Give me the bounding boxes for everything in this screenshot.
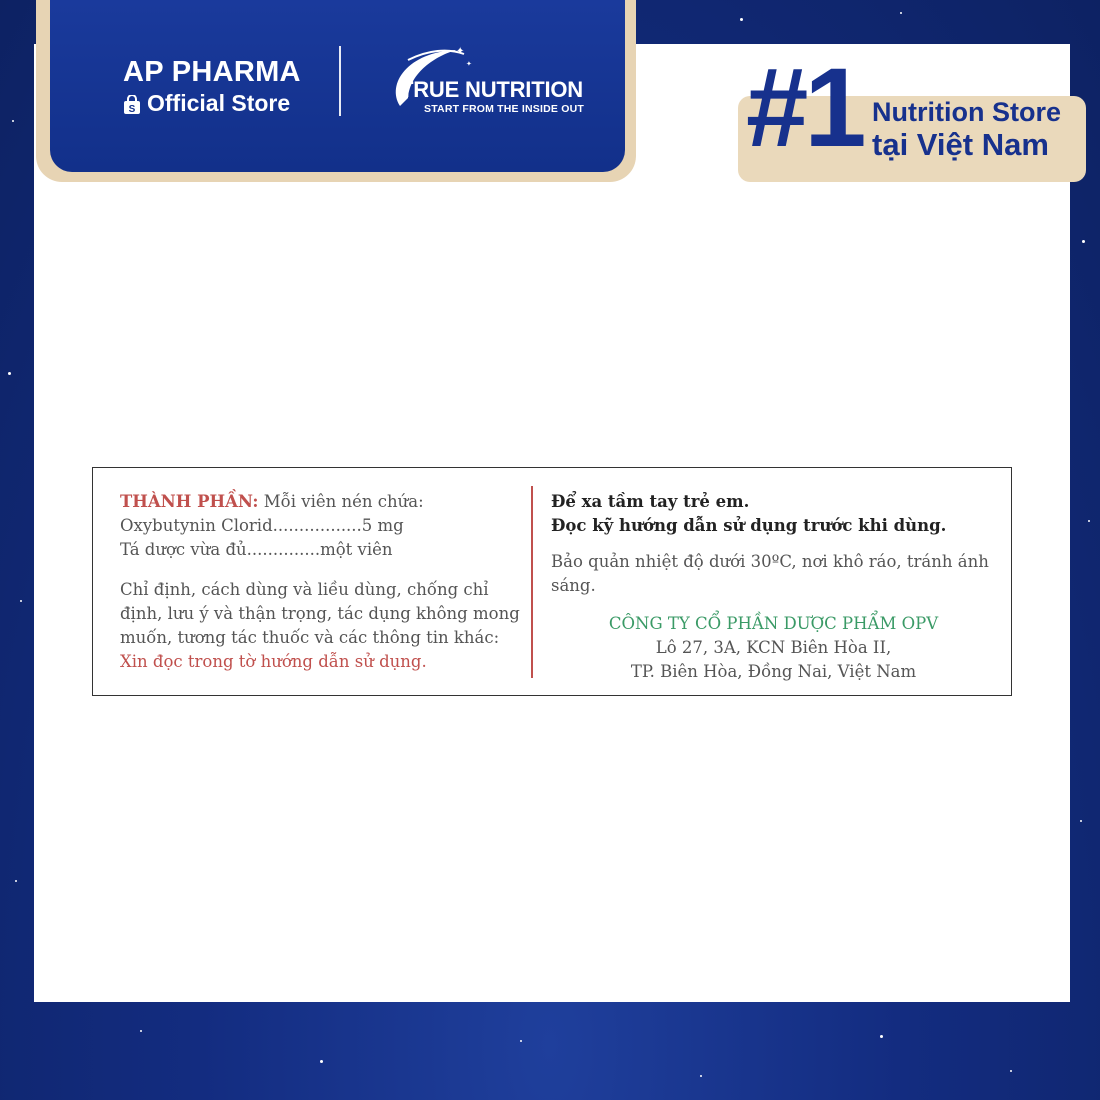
company-address-1: Lô 27, 3A, KCN Biên Hòa II, xyxy=(655,638,892,657)
header-divider xyxy=(339,46,341,116)
svg-text:✦: ✦ xyxy=(456,46,465,57)
star xyxy=(900,12,902,14)
star xyxy=(8,372,11,375)
label-column-divider xyxy=(531,486,533,678)
partner-tagline: START FROM THE INSIDE OUT xyxy=(424,103,584,115)
warning-read-instructions: Đọc kỹ hướng dẫn sử dụng trước khi dùng. xyxy=(551,516,947,535)
svg-text:✦: ✦ xyxy=(466,60,472,68)
star xyxy=(1082,240,1085,243)
svg-text:S: S xyxy=(128,103,136,115)
star xyxy=(700,1075,702,1077)
storage-instructions: Bảo quản nhiệt độ dưới 30ºC, nơi khô ráo, tránh ánh sáng. xyxy=(551,552,989,595)
rank-line-1: Nutrition Store xyxy=(872,97,1061,127)
company-address-2: TP. Biên Hòa, Đồng Nai, Việt Nam xyxy=(630,662,917,681)
company-name: CÔNG TY CỔ PHẦN DƯỢC PHẨM OPV xyxy=(608,614,939,633)
star xyxy=(20,600,22,602)
rank-number: #1 xyxy=(746,45,863,170)
shopping-bag-icon xyxy=(123,94,141,114)
ingredients-title: THÀNH PHẦN: xyxy=(120,492,259,511)
warning-children: Để xa tầm tay trẻ em. xyxy=(551,492,750,511)
store-subtitle: Official Store xyxy=(147,90,291,116)
star xyxy=(140,1030,142,1032)
info-paragraph xyxy=(120,578,520,674)
star xyxy=(1010,1070,1012,1072)
star xyxy=(740,18,743,21)
star xyxy=(12,120,14,122)
ingredients-heading-row xyxy=(120,490,520,514)
label-left-column xyxy=(120,490,520,674)
ingredient-line: Oxybutynin Clorid.................5 mg xyxy=(120,516,404,535)
info-link-text: Xin đọc trong tờ hướng dẫn sử dụng. xyxy=(120,652,427,671)
star xyxy=(880,1035,883,1038)
store-name: AP PHARMA xyxy=(123,56,301,88)
star xyxy=(15,880,17,882)
star xyxy=(1088,520,1090,522)
official-store-row xyxy=(123,90,290,117)
info-text: Chỉ định, cách dùng và liều dùng, chống chỉ định, lưu ý và thận trọng, tác dụng không mong muốn, tương tác thuốc và các thông tin khác: xyxy=(120,580,520,647)
rank-line-2: tại Việt Nam xyxy=(872,127,1049,162)
medicine-label xyxy=(92,467,1012,696)
ingredient-line: Tá dược vừa đủ..............một viên xyxy=(120,540,393,559)
label-right-column xyxy=(551,490,996,684)
star xyxy=(1080,820,1082,822)
star xyxy=(320,1060,323,1063)
star xyxy=(520,1040,522,1042)
ingredients-intro: Mỗi viên nén chứa: xyxy=(263,492,424,511)
partner-name: TRUE NUTRITION xyxy=(400,77,583,102)
